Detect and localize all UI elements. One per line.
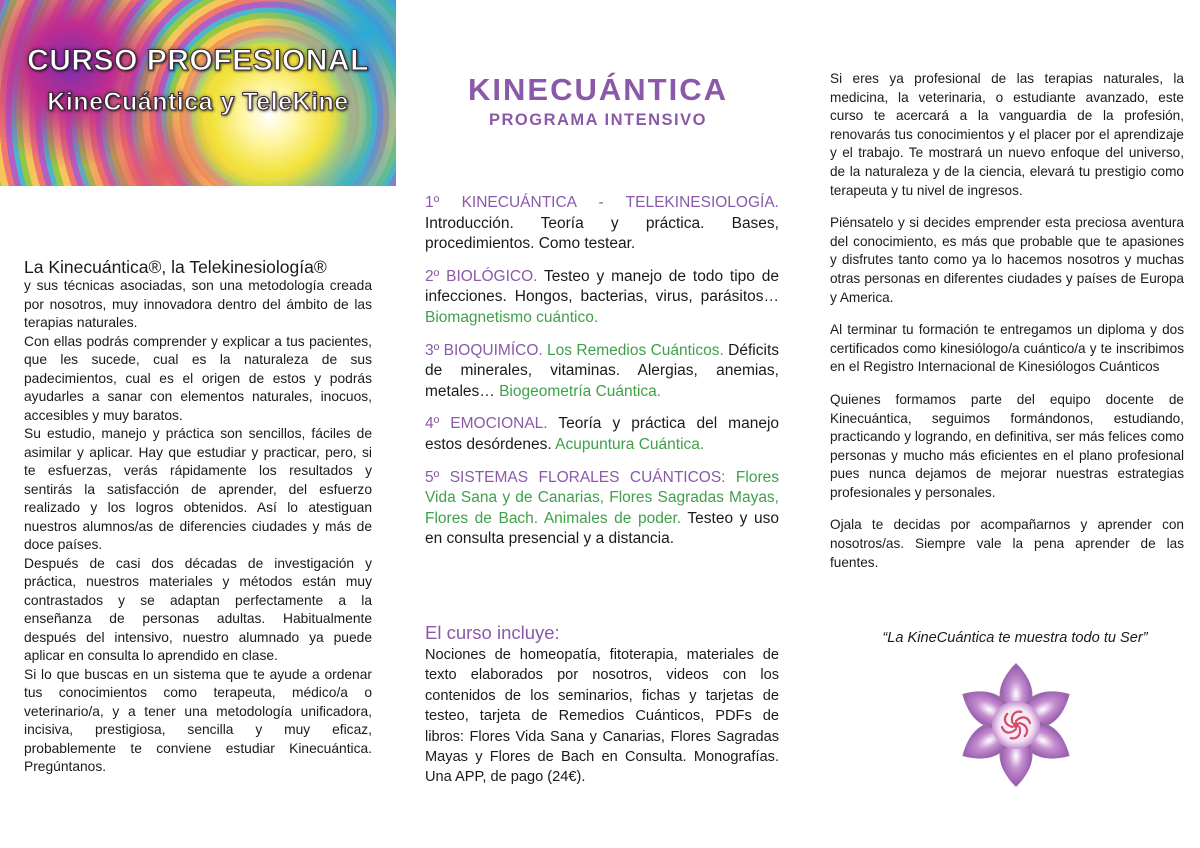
- module-heading: 2º BIOLÓGICO.: [425, 267, 538, 285]
- program-title: KINECUÁNTICA: [468, 72, 728, 107]
- module-4: [425, 414, 779, 455]
- module-green: Flores Vida Sana y de Canarias, Flores Sagradas Mayas, Flores de Bach. Animales de poder.: [425, 468, 779, 527]
- right-paragraph: Al terminar tu formación te entregamos un diploma y dos certificados como kinesiólogo/a cuántico/a y te inscribimos en el Registro Internacional de Kinesiólogos Cuánticos: [830, 322, 1184, 375]
- banner-subtitle: KineCuántica y TeleKine: [47, 88, 349, 116]
- right-text: [830, 70, 1184, 586]
- module-text: Testeo y manejo de todo tipo de infecciones. Hongos, bacterias, virus, parásitos…: [425, 267, 779, 306]
- module-1: [425, 193, 779, 255]
- banner-title: CURSO PROFESIONAL: [27, 44, 369, 77]
- intro-paragraph: Con ellas podrás comprender y explicar a tus pacientes, que les sucede, cual es la naturaleza de sus padecimientos, cual es el origen de estos y podrás ayudarles a sanar con elementos naturales, inocuos, accesibles y muy baratos.: [24, 333, 372, 423]
- module-2: [425, 267, 779, 329]
- right-paragraph: Si eres ya profesional de las terapias naturales, la medicina, la veterinaria, o estudiante avanzado, este curso te acercará a la vanguardia de la profesión, renovarás tus conocimientos y el placer por el aprendizaje y el trabajo. Te mostrará un nuevo enfoque del universo, de la naturaleza y de la ciencia, elevará tu prestigio como terapeuta y tu nivel de ingresos.: [830, 71, 1184, 198]
- right-paragraph: Ojala te decidas por acompañarnos y aprender con nosotros/as. Siempre vale la pena aprender de las fuentes.: [830, 517, 1184, 570]
- program-subtitle: PROGRAMA INTENSIVO: [489, 111, 707, 129]
- program-modules: [425, 193, 779, 562]
- module-heading: 3º BIOQUIMÍCO.: [425, 341, 543, 359]
- module-text: Introducción. Teoría y práctica. Bases, procedimientos. Como testear.: [425, 214, 779, 253]
- module-text: Déficits de minerales, vitaminas. Alergias, anemias, metales…: [425, 341, 779, 400]
- intro-paragraph: Su estudio, manejo y práctica son sencillos, fáciles de asimilar y aplicar. Hay que estudiar y practicar, pero, si te esfuerzas, verás rápidamente los resultados y sentirás la satisfacción de aprender, del esfuerzo realizado y los logros obtenidos. Así lo atestiguan nuestros alumnos/as de diferencies ciudades y más de doce países.: [24, 426, 372, 552]
- intro-paragraph: Si lo que buscas en un sistema que te ayude a ordenar tus conocimientos como terapeuta, médico/a o veterinario/a, y a tener una metodología unificadora, incisiva, prestigiosa, sencilla y muy eficaz, probablemente te conviene estudiar Kinecuántica. Pregúntanos.: [24, 666, 372, 774]
- module-extra: Acupuntura Cuántica.: [555, 435, 705, 453]
- module-extra: Biomagnetismo cuántico.: [425, 308, 599, 326]
- intro-paragraph: y sus técnicas asociadas, son una metodología creada por nosotros, muy innovadora dentro del ámbito de las terapias naturales.: [24, 278, 372, 330]
- includes-text: Nociones de homeopatía, fitoterapia, materiales de texto elaborados por nosotros, videos con los contenidos de los seminarios, fichas y tarjetas de testeo, tarjeta de Remedios Cuánticos, PDFs de libros: Flores Vida Sana y Canarias, Flores Sagradas Mayas y Flores de Bach en Consulta. Monografías. Una APP, de pago (24€).: [425, 647, 779, 786]
- module-5: [425, 468, 779, 550]
- module-3: [425, 341, 779, 403]
- module-green: Los Remedios Cuánticos.: [542, 341, 724, 359]
- intro-paragraph: Después de casi dos décadas de investigación y práctica, nuestros materiales y métodos están muy contrastados y se adaptan perfectamente a la enseñanza de personas adultas. Habitualmente después del intensivo, nuestro alumnado ya puede aplicar en consulta lo aprendido en clase.: [24, 555, 372, 663]
- right-paragraph: Piénsatelo y si decides emprender esta preciosa aventura del conocimiento, es más que probable que te apasiones y disfrutes tanto como ya lo hacemos nosotros y muchas otras personas en diferentes ciudades y países de Europa y America.: [830, 215, 1184, 305]
- lotus-flower-logo: [955, 660, 1077, 790]
- right-paragraph: Quienes formamos parte del equipo docente de Kinecuántica, seguimos formándonos, estudiando, practicando y logrando, en definitiva, ser más felices como personas y mucho más eficientes en el plano profesional pues nunca dejamos de mejorar nuestras estrategias profesionales y personales.: [830, 391, 1184, 500]
- intro-lead: La Kinecuántica®, la Telekinesiología®: [24, 257, 327, 277]
- slogan-quote: “La KineCuántica te muestra todo tu Ser”: [882, 630, 1148, 646]
- module-extra: Biogeometría Cuántica.: [499, 382, 662, 400]
- module-text: Testeo y uso en consulta presencial y a distancia.: [425, 509, 779, 548]
- module-heading: 4º EMOCIONAL.: [425, 415, 548, 433]
- intro-text: [24, 257, 372, 777]
- fractal-banner-image: [0, 0, 396, 186]
- includes-title: El curso incluye:: [425, 622, 560, 643]
- module-heading: 1º KINECUÁNTICA - TELEKINESIOLOGÍA.: [425, 194, 779, 211]
- left-panel: [0, 0, 396, 848]
- module-text: Teoría y práctica del manejo estos desórdenes.: [425, 415, 780, 453]
- module-heading: 5º SISTEMAS FLORALES CUÁNTICOS:: [425, 468, 726, 486]
